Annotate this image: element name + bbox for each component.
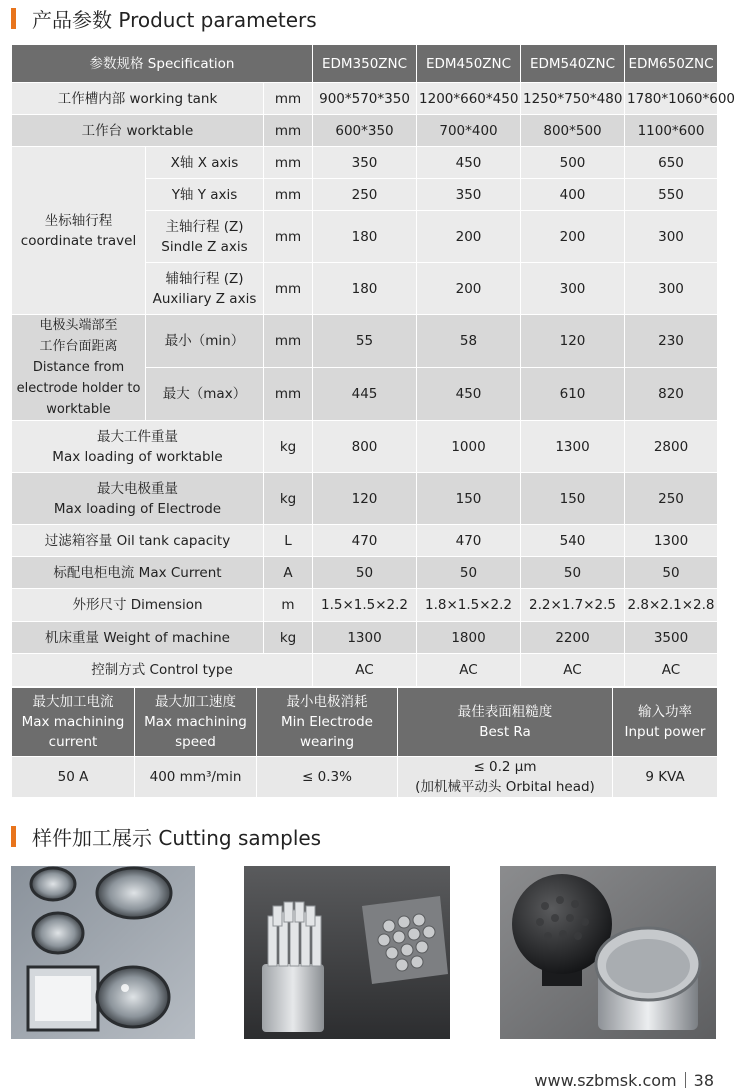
- row-unit: mm: [264, 263, 313, 315]
- cell-value: 250: [313, 179, 417, 211]
- cell-value: 1.8×1.5×2.2: [417, 589, 521, 622]
- row-label-cn: 最大工件重量: [97, 428, 178, 445]
- cell-value: 200: [521, 211, 625, 263]
- group-label-en: electrode holder to: [16, 381, 141, 396]
- perf-header-cn: 最小电极消耗: [286, 694, 368, 710]
- spec-header-label: 参数规格 Specification: [12, 45, 313, 83]
- perf-header-en: Min Electrode: [281, 714, 373, 730]
- perf-value-power: 9 KVA: [613, 757, 718, 798]
- sample-photo-electrode-image: [244, 866, 450, 1039]
- cell-value: 200: [417, 263, 521, 315]
- cell-value: 445: [313, 368, 417, 421]
- row-label: 最大（max）: [146, 368, 264, 421]
- footer-divider: [685, 1072, 686, 1088]
- cell-value: 50: [313, 557, 417, 589]
- row-unit: m: [264, 589, 313, 622]
- group-label-en: coordinate travel: [20, 232, 137, 249]
- perf-header-en: speed: [175, 734, 216, 750]
- model-header: EDM650ZNC: [625, 45, 718, 83]
- model-header: EDM540ZNC: [521, 45, 625, 83]
- perf-value-speed: 400 mm³/min: [135, 757, 257, 798]
- row-label: Y轴 Y axis: [146, 179, 264, 211]
- row-unit: mm: [264, 179, 313, 211]
- perf-header-en: Max machining: [21, 714, 125, 730]
- section-title-cutting-samples: [11, 823, 321, 849]
- cell-value: 820: [625, 368, 718, 421]
- sample-photo-electrode: [244, 866, 450, 1039]
- cell-value: 550: [625, 179, 718, 211]
- cell-value: 1300: [313, 622, 417, 654]
- row-label: 机床重量 Weight of machine: [12, 622, 264, 654]
- cell-value: 470: [417, 525, 521, 557]
- row-unit: mm: [264, 115, 313, 147]
- row-label-cn: 主轴行程 (Z): [165, 218, 244, 235]
- cell-value: 120: [313, 473, 417, 525]
- row-unit: L: [264, 525, 313, 557]
- spec-row-max-current: [12, 557, 718, 589]
- cell-value: 600*350: [313, 115, 417, 147]
- cell-value: 1000: [417, 421, 521, 473]
- section-title-text: 产品参数 Product parameters: [32, 7, 317, 32]
- group-label-cn: 电极头端部至: [39, 318, 118, 333]
- cell-value: 2200: [521, 622, 625, 654]
- sample-photo-golf-ball: [500, 866, 716, 1039]
- row-label: 最小（min）: [146, 315, 264, 368]
- cell-value: 450: [417, 368, 521, 421]
- cell-value: 300: [625, 211, 718, 263]
- cell-value: 50: [417, 557, 521, 589]
- cell-value: 800*500: [521, 115, 625, 147]
- perf-value-ra-main: ≤ 0.2 μm: [473, 759, 537, 775]
- cell-value: 55: [313, 315, 417, 368]
- sample-photo-golf-ball-image: [500, 866, 716, 1039]
- cell-value: 250: [625, 473, 718, 525]
- model-header: EDM350ZNC: [313, 45, 417, 83]
- cell-value: 350: [313, 147, 417, 179]
- perf-header-cn: 最佳表面粗糙度: [457, 704, 553, 720]
- row-label: [146, 211, 264, 263]
- row-unit: mm: [264, 147, 313, 179]
- cell-value: 2.2×1.7×2.5: [521, 589, 625, 622]
- cell-value: 1.5×1.5×2.2: [313, 589, 417, 622]
- cell-value: 3500: [625, 622, 718, 654]
- model-header: EDM450ZNC: [417, 45, 521, 83]
- spec-row-oil-tank: [12, 525, 718, 557]
- cell-value: 700*400: [417, 115, 521, 147]
- row-label: [12, 473, 264, 525]
- spec-header-row: [12, 45, 718, 83]
- row-label: [146, 263, 264, 315]
- perf-header-speed: [135, 688, 257, 757]
- cell-value: 180: [313, 263, 417, 315]
- row-label-en: Max loading of Electrode: [53, 500, 222, 517]
- row-unit: kg: [264, 421, 313, 473]
- spec-table: [11, 44, 735, 687]
- row-unit: mm: [264, 83, 313, 115]
- perf-header-cn: 最大加工速度: [155, 694, 236, 710]
- cell-value: 500: [521, 147, 625, 179]
- cell-value: AC: [625, 654, 718, 687]
- perf-header-en: Input power: [624, 724, 706, 740]
- cell-value: 50: [521, 557, 625, 589]
- perf-value-ra: [398, 757, 613, 798]
- page-footer: [534, 1071, 714, 1090]
- perf-value-wearing: ≤ 0.3%: [257, 757, 398, 798]
- row-label: [12, 421, 264, 473]
- cell-value: 350: [417, 179, 521, 211]
- cell-value: 1300: [521, 421, 625, 473]
- section-accent-bar: [11, 826, 16, 847]
- cell-value: 650: [625, 147, 718, 179]
- cell-value: AC: [313, 654, 417, 687]
- perf-header-power: [613, 688, 718, 757]
- row-unit: mm: [264, 315, 313, 368]
- perf-header-cn: 最大加工电流: [32, 694, 114, 710]
- cell-value: 1200*660*450: [417, 83, 521, 115]
- cell-value: 180: [313, 211, 417, 263]
- cell-value: 400: [521, 179, 625, 211]
- group-label-en: Distance from: [32, 360, 125, 375]
- spec-row-max-load-electrode: [12, 473, 718, 525]
- row-unit: mm: [264, 368, 313, 421]
- perf-header-en: Max machining: [144, 714, 247, 730]
- row-label: 标配电柜电流 Max Current: [12, 557, 264, 589]
- cell-value: 450: [417, 147, 521, 179]
- group-label-distance: [12, 315, 146, 421]
- spec-row-dimension: [12, 589, 718, 622]
- row-label: 过滤箱容量 Oil tank capacity: [12, 525, 264, 557]
- cell-value: 900*570*350: [313, 83, 417, 115]
- cell-value: 470: [313, 525, 417, 557]
- page-number: 38: [693, 1071, 714, 1090]
- row-unit: kg: [264, 622, 313, 654]
- perf-header-wearing: [257, 688, 398, 757]
- row-label: 工作槽内部 working tank: [12, 83, 264, 115]
- section-accent-bar: [11, 8, 16, 29]
- cell-value: 300: [625, 263, 718, 315]
- perf-header-en: wearing: [299, 734, 355, 750]
- footer-url: www.szbmsk.com: [534, 1071, 677, 1090]
- row-unit: mm: [264, 211, 313, 263]
- cell-value: 540: [521, 525, 625, 557]
- group-label-cn: 坐标轴行程: [44, 212, 113, 229]
- perf-header-cn: 输入功率: [638, 704, 692, 720]
- sample-photo-cavities-image: [11, 866, 195, 1039]
- cell-value: 300: [521, 263, 625, 315]
- section-title-text: 样件加工展示 Cutting samples: [32, 825, 322, 850]
- group-label-coordinate-travel: [12, 147, 146, 315]
- row-label: 控制方式 Control type: [12, 654, 313, 687]
- cell-value: 800: [313, 421, 417, 473]
- spec-row-max-load-worktable: [12, 421, 718, 473]
- cell-value: 1800: [417, 622, 521, 654]
- performance-value-row: [12, 757, 718, 798]
- row-unit: A: [264, 557, 313, 589]
- cell-value: AC: [417, 654, 521, 687]
- performance-header-row: [12, 688, 718, 757]
- spec-row-control-type: [12, 654, 718, 687]
- row-label: X轴 X axis: [146, 147, 264, 179]
- perf-value-current: 50 A: [12, 757, 135, 798]
- perf-header-en: Best Ra: [479, 724, 531, 740]
- cell-value: 150: [417, 473, 521, 525]
- cell-value: 50: [625, 557, 718, 589]
- spec-row-distance-min: [12, 315, 718, 368]
- cell-value: 230: [625, 315, 718, 368]
- spec-row-worktable: [12, 115, 718, 147]
- perf-header-current: [12, 688, 135, 757]
- row-label-en: Auxiliary Z axis: [152, 290, 257, 307]
- section-title-product-parameters: [11, 5, 317, 31]
- cell-value: 2800: [625, 421, 718, 473]
- cell-value: 120: [521, 315, 625, 368]
- spec-row-x-axis: [12, 147, 718, 179]
- perf-header-en: current: [48, 734, 98, 750]
- cell-value: 200: [417, 211, 521, 263]
- cell-value: 2.8×2.1×2.8: [625, 589, 718, 622]
- row-label-en: Max loading of worktable: [52, 448, 223, 465]
- cell-value: 1300: [625, 525, 718, 557]
- spec-row-working-tank: [12, 83, 718, 115]
- row-label: 外形尺寸 Dimension: [12, 589, 264, 622]
- row-label: 工作台 worktable: [12, 115, 264, 147]
- perf-value-ra-note: (加机械平动头 Orbital head): [415, 779, 595, 795]
- performance-table: [11, 687, 718, 798]
- cell-value: 1780*1060*600: [625, 83, 718, 115]
- cell-value: 150: [521, 473, 625, 525]
- cell-value: 1250*750*480: [521, 83, 625, 115]
- spec-row-weight: [12, 622, 718, 654]
- row-label-en: Sindle Z axis: [161, 238, 248, 255]
- sample-photo-cavities: [11, 866, 195, 1039]
- cell-value: AC: [521, 654, 625, 687]
- cell-value: 58: [417, 315, 521, 368]
- cell-value: 610: [521, 368, 625, 421]
- group-label-en: worktable: [46, 402, 111, 417]
- row-label-cn: 最大电极重量: [97, 480, 178, 497]
- row-label-cn: 辅轴行程 (Z): [165, 270, 244, 287]
- cell-value: 1100*600: [625, 115, 718, 147]
- perf-header-ra: [398, 688, 613, 757]
- group-label-cn: 工作台面距离: [39, 339, 118, 354]
- row-unit: kg: [264, 473, 313, 525]
